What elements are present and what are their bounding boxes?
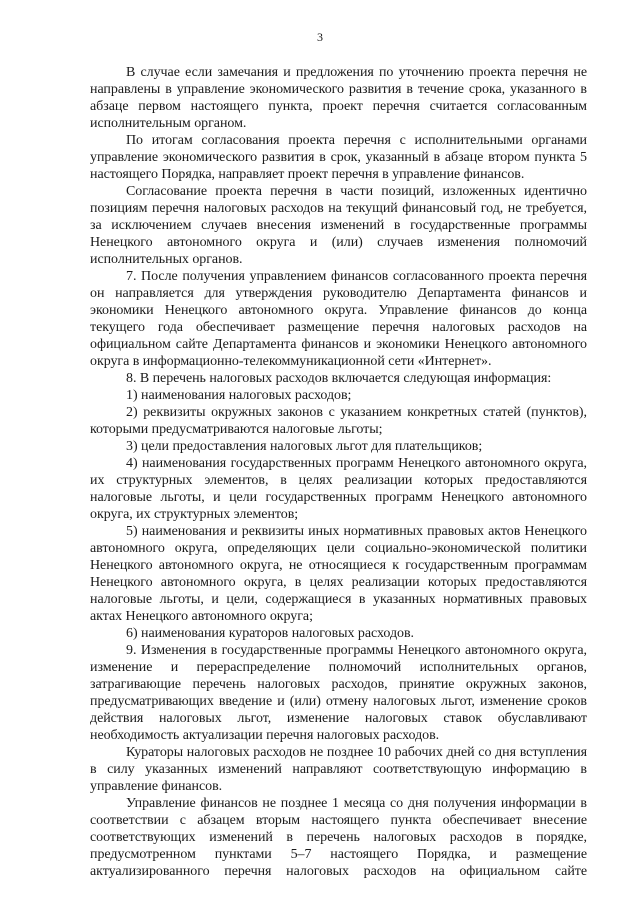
paragraph-sent-to-finance: По итогам согласования проекта перечня с исполнительными органами управление экономического развития в срок, указанный в абзаце втором пункта 5 настоящего Порядка, направляет проект перечня в управление финансов.	[90, 133, 587, 182]
list-item-3: 3) цели предоставления налоговых льгот для плательщиков;	[126, 439, 483, 454]
paragraph-item-8: 8. В перечень налоговых расходов включается следующая информация:	[126, 371, 552, 386]
list-item-5: 5) наименования и реквизиты иных нормативных правовых актов Ненецкого автономного округа, определяющих цели социально-экономической политики Ненецкого автономного округа, не относящиеся к государственным программам Ненецкого автономного округа, в целях реализации которых предоставляются налоговые льготы, и цели, содержащиеся в указанных нормативных правовых актах Ненецкого автономного округа;	[90, 524, 587, 624]
paragraph-approval-not-required: Согласование проекта перечня в части позиций, изложенных идентично позициям перечня налоговых расходов на текущий финансовый год, не требуется, за исключением случаев внесения изменений в государственные программы Ненецкого автономного округа и (или) случаев изменения полномочий исполнительных органов.	[90, 184, 587, 267]
page-number: 3	[317, 30, 323, 44]
paragraph-finance-update: Управление финансов не позднее 1 месяца со дня получения информации в соответствии с абзацем вторым настоящего пункта обеспечивает внесение соответствующих изменений в перечень налоговых расходов в порядке, предусмотренном пунктами 5–7 настоящего Порядка, и размещение актуализированного перечня налоговых расходов на официальном сайте	[90, 796, 587, 879]
list-item-1: 1) наименования налоговых расходов;	[126, 388, 352, 403]
list-item-4: 4) наименования государственных программ Ненецкого автономного округа, их структурных элементов, в целях реализации которых предоставляются налоговые льготы, и цели государственных программ Ненецкого автономного округа, их структурных элементов;	[90, 456, 587, 522]
paragraph-item-9: 9. Изменения в государственные программы Ненецкого автономного округа, изменение и перераспределение полномочий исполнительных органов, затрагивающие перечень налоговых расходов, принятие окружных законов, предусматривающих введение и (или) отмену налоговых льгот, изменение сроков действия налоговых льгот, изменение налоговых ставок обуславливают необходимость актуализации перечня налоговых расходов.	[90, 643, 587, 743]
paragraph-curators-deadline: Кураторы налоговых расходов не позднее 10 рабочих дней со дня вступления в силу указанных изменений направляют соответствующую информацию в управление финансов.	[90, 745, 587, 794]
paragraph-approval-deemed: В случае если замечания и предложения по уточнению проекта перечня не направлены в управление экономического развития в течение срока, указанного в абзаце первом настоящего пункта, проект перечня считается согласованным исполнительным органом.	[90, 65, 587, 131]
list-item-6: 6) наименования кураторов налоговых расходов.	[126, 626, 415, 641]
list-item-2: 2) реквизиты окружных законов с указанием конкретных статей (пунктов), которыми предусматриваются налоговые льготы;	[90, 405, 587, 437]
document-body	[90, 64, 587, 880]
paragraph-item-7: 7. После получения управлением финансов согласованного проекта перечня он направляется для утверждения руководителю Департамента финансов и экономики Ненецкого автономного округа. Управление финансов до конца текущего года обеспечивает размещение перечня налоговых расходов на официальном сайте Департамента финансов и экономики Ненецкого автономного округа в информационно-телекоммуникационной сети «Интернет».	[90, 269, 587, 369]
